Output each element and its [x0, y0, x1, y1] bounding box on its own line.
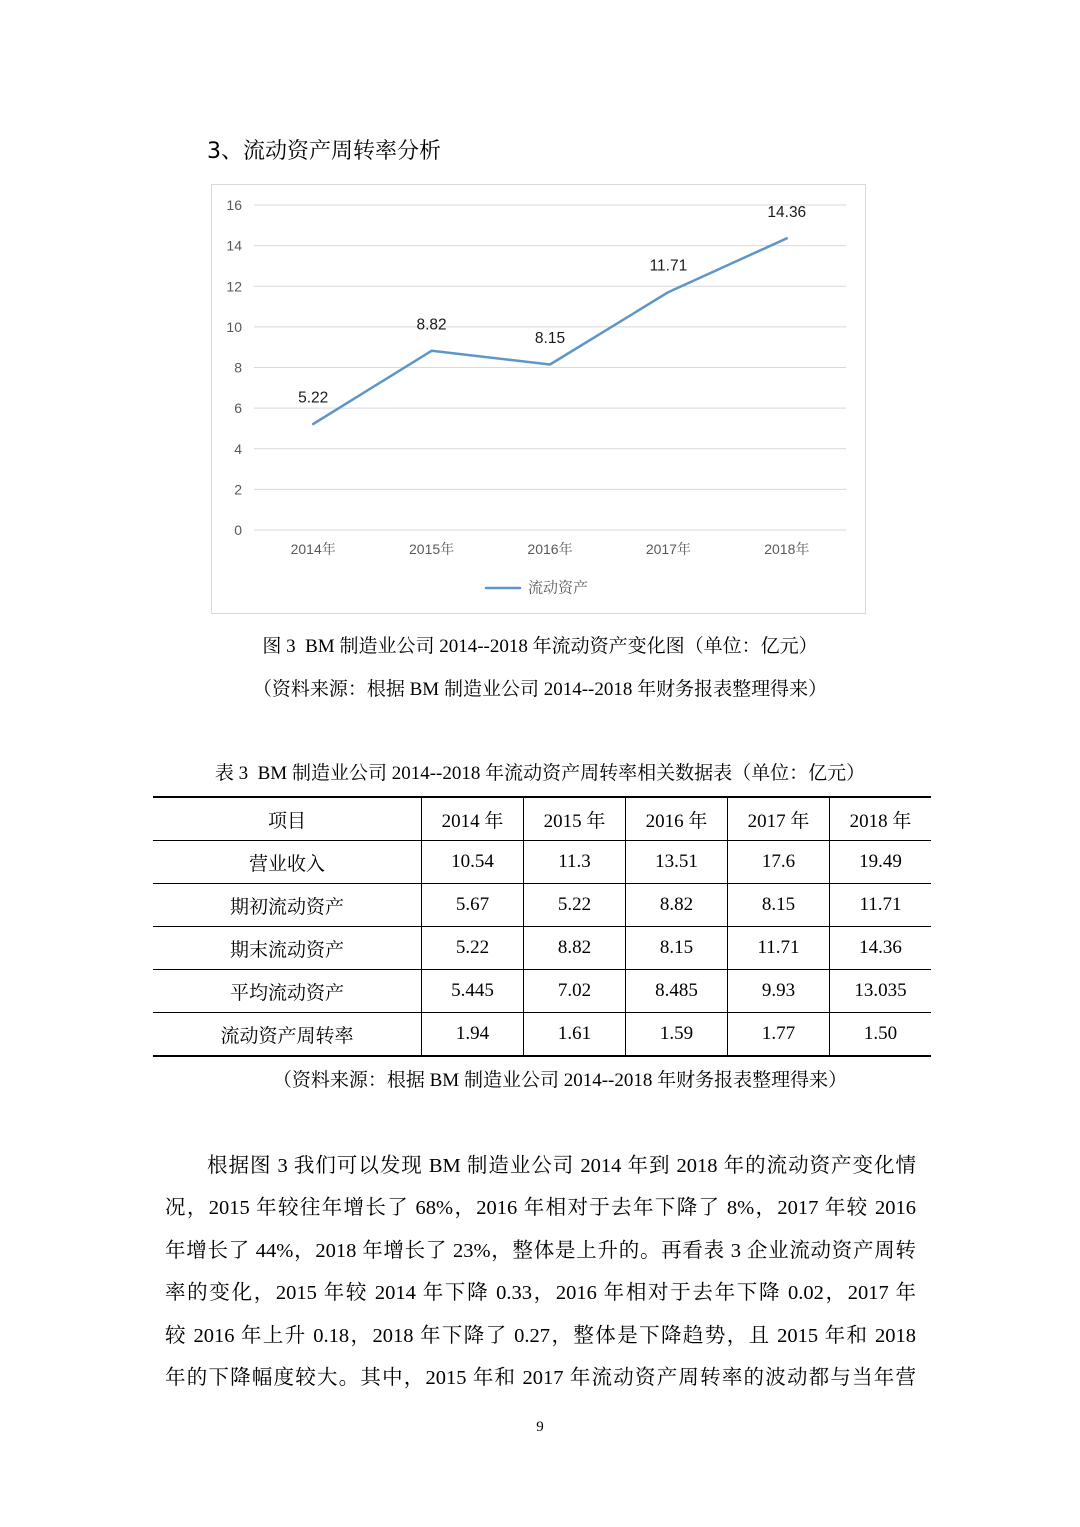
data-label: 14.36: [767, 203, 807, 221]
table-cell: 8.15: [626, 927, 728, 970]
figure-caption: 图 3 BM 制造业公司 2014--2018 年流动资产变化图（单位：亿元）: [262, 636, 818, 657]
table-cell: 14.36: [830, 927, 932, 970]
chart-y-axis-labels: [226, 197, 242, 538]
table-cell: 1.77: [728, 1013, 830, 1057]
x-tick-label: 2016年: [527, 541, 573, 557]
row-label: 平均流动资产: [153, 970, 422, 1013]
chart-canvas: [212, 185, 865, 613]
table-cell: 5.22: [422, 927, 524, 970]
chart-data-labels: [298, 204, 806, 407]
chart-gridlines: [254, 205, 846, 530]
page-number: 9: [536, 1419, 544, 1435]
table-row: [153, 884, 931, 927]
table-cell: 9.93: [728, 970, 830, 1013]
header-year: 2016 年: [626, 797, 728, 841]
table-cell: 1.50: [830, 1013, 932, 1057]
y-tick-label: 2: [234, 481, 242, 498]
table-cell: 1.61: [524, 1013, 626, 1057]
table-cell: 11.71: [728, 927, 830, 970]
table-row: [153, 1013, 931, 1057]
table-cell: 7.02: [524, 970, 626, 1013]
x-tick-label: 2015年: [409, 541, 455, 557]
table-cell: 1.94: [422, 1013, 524, 1057]
table-cell: 13.035: [830, 970, 932, 1013]
table-cell: 19.49: [830, 841, 932, 884]
paragraph-line: 年增长了 44%，2018 年增长了 23%，整体是上升的。再看表 3 企业流动资产周转: [165, 1239, 916, 1262]
table-cell: 8.82: [626, 884, 728, 927]
figure-source-note: （资料来源：根据 BM 制造业公司 2014--2018 年财务报表整理得来）: [252, 679, 828, 700]
table-row: [153, 927, 931, 970]
table-cell: 5.445: [422, 970, 524, 1013]
y-tick-label: 8: [234, 359, 242, 376]
data-label: 11.71: [649, 257, 688, 275]
header-year: 2015 年: [524, 797, 626, 841]
table-cell: 5.22: [524, 884, 626, 927]
section-heading: 3、流动资产周转率分析: [207, 139, 441, 164]
y-tick-label: 10: [226, 318, 242, 335]
paragraph-line: 根据图 3 我们可以发现 BM 制造业公司 2014 年到 2018 年的流动资产变化情: [207, 1154, 916, 1177]
chart-x-axis-labels: [291, 541, 810, 557]
table-cell: 10.54: [422, 841, 524, 884]
paragraph-line: 况，2015 年较往年增长了 68%，2016 年相对于去年下降了 8%，2017 年较 2016: [165, 1197, 916, 1220]
data-label: 5.22: [298, 389, 329, 407]
paragraph-line: 率的变化，2015 年较 2014 年下降 0.33，2016 年相对于去年下降 0.02，2017 年: [165, 1282, 916, 1304]
table-cell: 13.51: [626, 841, 728, 884]
y-tick-label: 0: [234, 522, 242, 538]
row-label: 流动资产周转率: [153, 1013, 422, 1057]
header-year: 2018 年: [830, 797, 932, 841]
table-cell: 11.3: [524, 841, 626, 884]
table-cell: 8.82: [524, 927, 626, 970]
table-row: [153, 970, 931, 1013]
y-tick-label: 12: [226, 278, 242, 295]
data-label: 8.15: [534, 329, 566, 347]
paragraph-line: 较 2016 年上升 0.18，2018 年下降了 0.27，整体是下降趋势，且 2015 年和 2018: [165, 1324, 916, 1347]
table-header-row: [153, 797, 931, 841]
row-label: 营业收入: [153, 841, 422, 884]
row-label: 期初流动资产: [153, 884, 422, 927]
paragraph-line: 年的下降幅度较大。其中，2015 年和 2017 年流动资产周转率的波动都与当年营: [165, 1366, 916, 1389]
table-cell: 17.6: [728, 841, 830, 884]
table-cell: 5.67: [422, 884, 524, 927]
table-title: 表 3 BM 制造业公司 2014--2018 年流动资产周转率相关数据表（单位：亿元）: [214, 763, 866, 784]
header-year: 2017 年: [728, 797, 830, 841]
header-year: 2014 年: [422, 797, 524, 841]
x-tick-label: 2018年: [764, 541, 810, 557]
table-cell: 11.71: [830, 884, 932, 927]
data-label: 8.82: [416, 316, 447, 334]
y-tick-label: 14: [226, 237, 242, 254]
row-label: 期末流动资产: [153, 927, 422, 970]
x-tick-label: 2014年: [290, 541, 336, 557]
table-cell: 8.485: [626, 970, 728, 1013]
table-source-note: （资料来源：根据 BM 制造业公司 2014--2018 年财务报表整理得来）: [272, 1070, 848, 1091]
y-tick-label: 6: [234, 400, 242, 417]
legend-label: 流动资产: [528, 579, 589, 597]
chart-legend: [486, 580, 588, 597]
header-item: 项目: [153, 797, 422, 841]
table-row: [153, 841, 931, 884]
x-tick-label: 2017年: [645, 541, 691, 557]
turnover-data-table: [153, 796, 931, 1057]
y-tick-label: 16: [226, 197, 242, 213]
line-chart: [211, 184, 866, 614]
table-cell: 1.59: [626, 1013, 728, 1057]
y-tick-label: 4: [234, 440, 242, 457]
table-cell: 8.15: [728, 884, 830, 927]
